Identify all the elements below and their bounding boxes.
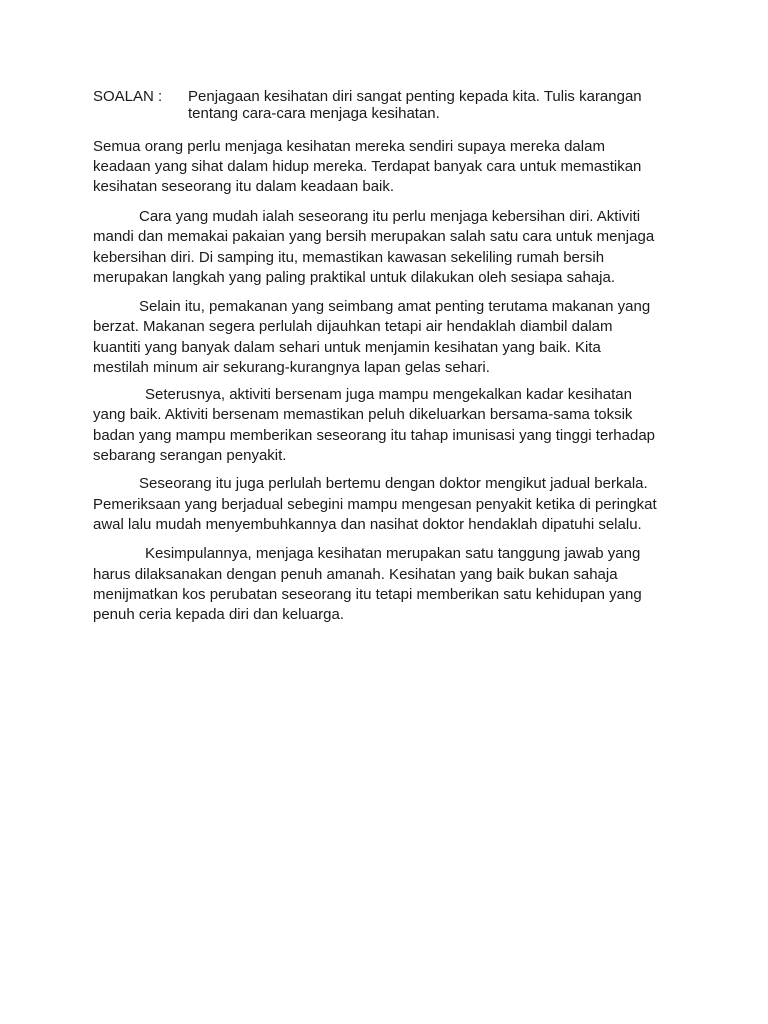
text-line: mestilah minum air sekurang-kurangnya lapan gelas sehari.: [93, 359, 490, 376]
text-line: Semua orang perlu menjaga kesihatan mereka sendiri supaya mereka dalam: [93, 138, 605, 155]
text-line: mandi dan memakai pakaian yang bersih merupakan salah satu cara untuk menjaga: [93, 228, 655, 245]
text-line: kuantiti yang banyak dalam sehari untuk menjamin kesihatan yang baik. Kita: [93, 339, 601, 356]
question-label: SOALAN :: [93, 88, 163, 105]
text-line: menijmatkan kos perubatan seseorang itu tetapi memberikan satu kehidupan yang: [93, 586, 642, 603]
text-line: sebarang serangan penyakit.: [93, 447, 287, 464]
text-line: badan yang mampu memberikan seseorang itu tahap imunisasi yang tinggi terhadap: [93, 427, 656, 444]
question-line: tentang cara-cara menjaga kesihatan.: [188, 105, 440, 122]
text-line: harus dilaksanakan dengan penuh amanah. Kesihatan yang baik bukan sahaja: [93, 566, 618, 583]
text-line: berzat. Makanan segera perlulah dijauhkan tetapi air hendaklah diambil dalam: [93, 318, 613, 335]
text-line: keadaan yang sihat dalam hidup mereka. Terdapat banyak cara untuk memastikan: [93, 158, 642, 175]
text-line: Cara yang mudah ialah seseorang itu perlu menjaga kebersihan diri. Aktiviti: [139, 208, 641, 225]
text-line: penuh ceria kepada diri dan keluarga.: [93, 606, 345, 623]
text-line: yang baik. Aktiviti bersenam memastikan peluh dikeluarkan bersama-sama toksik: [93, 406, 633, 423]
question-line: Penjagaan kesihatan diri sangat penting kepada kita. Tulis karangan: [188, 88, 642, 105]
text-line: awal lalu mudah menyembuhkannya dan nasihat doktor hendaklah dipatuhi selalu.: [93, 516, 642, 533]
text-line: Pemeriksaan yang berjadual sebegini mampu mengesan penyakit ketika di peringkat: [93, 496, 657, 513]
text-line: Selain itu, pemakanan yang seimbang amat penting terutama makanan yang: [139, 298, 651, 315]
text-line: merupakan langkah yang paling praktikal untuk dilakukan oleh sesiapa sahaja.: [93, 269, 616, 286]
text-line: Kesimpulannya, menjaga kesihatan merupakan satu tanggung jawab yang: [145, 545, 641, 562]
text-line: Seterusnya, aktiviti bersenam juga mampu mengekalkan kadar kesihatan: [145, 386, 632, 403]
text-line: Seseorang itu juga perlulah bertemu dengan doktor mengikut jadual berkala.: [139, 475, 648, 492]
text-line: kebersihan diri. Di samping itu, memastikan kawasan sekeliling rumah bersih: [93, 249, 605, 266]
text-line: kesihatan seseorang itu dalam keadaan baik.: [93, 178, 395, 195]
